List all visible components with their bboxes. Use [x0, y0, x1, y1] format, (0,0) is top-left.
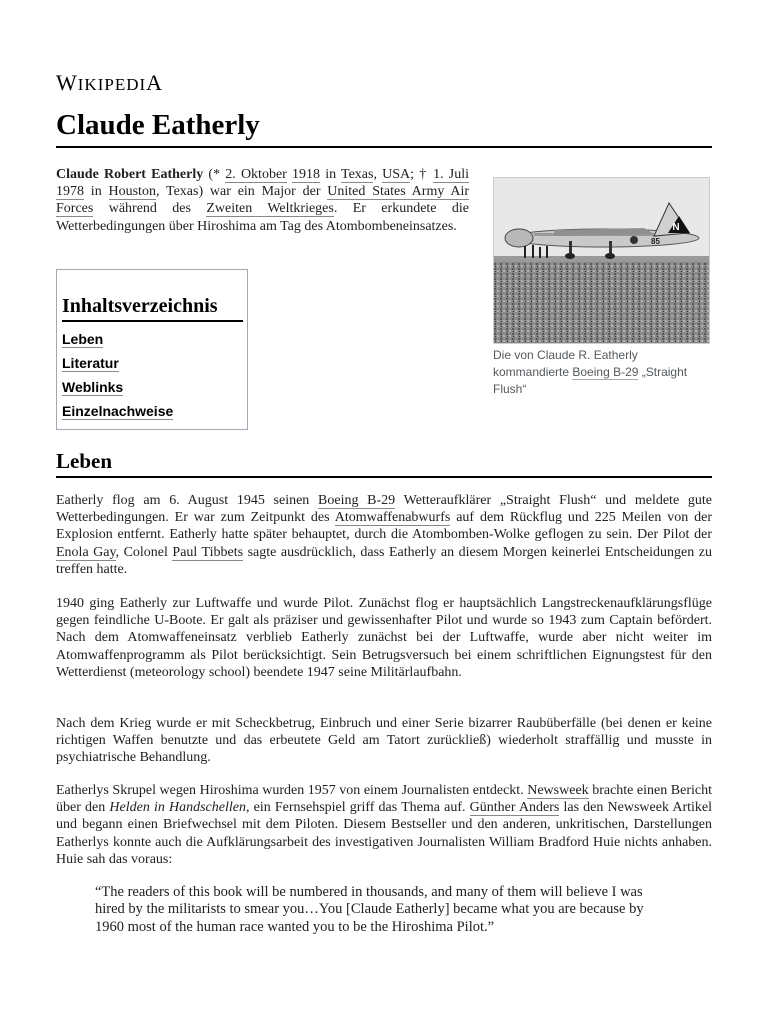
- link-texas[interactable]: Texas: [341, 167, 374, 182]
- toc-item-einzelnachweise[interactable]: Einzelnachweise: [62, 403, 174, 419]
- wordmark-final: A: [146, 70, 164, 95]
- wordmark-initial: W: [56, 70, 78, 95]
- link-houston[interactable]: Houston: [108, 184, 156, 200]
- paragraph-3: Nach dem Krieg wurde er mit Scheckbetrug, Einbruch und einer Serie bizarrer Raubüberfälle (bei denen er keine richtigen Waffen benutzte und das erbeutete Geld am Tatort zurückließ) wiederholt straffällig und musste in psychiatrische Behandlung.: [56, 716, 712, 766]
- link-atomwaffenabwurf[interactable]: Atomwaffenabwurfs: [334, 510, 451, 526]
- link-death-year[interactable]: 1978: [56, 184, 84, 200]
- italic-title: Helden in Handschellen: [109, 800, 246, 816]
- link-usaaf[interactable]: United States Army Air Forces: [56, 184, 470, 217]
- lead-paragraph: Claude Robert Eatherly (* 2. Oktober 1918 in Texas, USA; † 1. Juli 1978 in Houston, Texas) war ein Major der United States Army Air Forces während des Zweiten Weltkrieges. Er erkundete die Wetterbedingungen über Hiroshima am Tag des Atombombeneinsatzes.: [56, 167, 470, 234]
- toc-item-leben[interactable]: Leben: [62, 331, 104, 347]
- table-of-contents: [56, 269, 248, 430]
- wikipedia-wordmark[interactable]: [56, 70, 163, 96]
- b29-photo[interactable]: [493, 177, 710, 344]
- section-heading-leben: Leben: [56, 448, 712, 478]
- link-ww2[interactable]: Zweiten Weltkrieges: [206, 201, 334, 217]
- tail-number: 85: [651, 237, 660, 246]
- wordmark-smallcaps: IKIPEDI: [77, 75, 147, 94]
- b29-aircraft-image: [494, 178, 709, 343]
- link-birth-date[interactable]: 2. Oktober: [225, 167, 287, 182]
- paragraph-1: Eatherly flog am 6. August 1945 seinen Boeing B-29 Wetteraufklärer „Straight Flush“ und meldete gute Wetterbedingungen. Er war zum Zeitpunkt des Atomwaffenabwurfs auf dem Rückflug und 225 Meilen von der Explosion entfernt. Eatherly hatte später behauptet, durch die Atombomben-Wolke geflogen zu sein. Der Pilot der Enola Gay, Colonel Paul Tibbets sagte ausdrücklich, dass Eatherly an diesem Morgen keinerlei Entscheidungen zu treffen hatte.: [56, 493, 712, 577]
- link-death-date[interactable]: 1. Juli: [433, 167, 470, 182]
- link-birth-year[interactable]: 1918: [292, 167, 321, 182]
- link-newsweek[interactable]: Newsweek: [527, 783, 589, 798]
- tail-letter: N: [672, 222, 680, 233]
- toc-title: Inhaltsverzeichnis: [62, 292, 243, 322]
- paragraph-2: 1940 ging Eatherly zur Luftwaffe und wurde Pilot. Zunächst flog er hauptsächlich Langstreckenaufklärungsflüge gegen feindliche U-Boote. Er galt als präziser und gewissenhafter Pilot und wurde so 1943 zum Captain befördert. Nach dem Atomwaffeneinsatz verblieb Eatherly zunächst bei der Luftwaffe, wurde aber nicht weiter im Atomwaffenprogramm als Pilot berücksichtigt. Sein Betrugsversuch bei einem schriftlichen Eignungstest für den Wetterdienst (meteorology school) beendete 1947 seine Militärlaufbahn.: [56, 596, 712, 680]
- link-paul-tibbets[interactable]: Paul Tibbets: [172, 544, 244, 560]
- link-guenther-anders[interactable]: Günther Anders: [469, 800, 560, 816]
- toc-item-literatur[interactable]: Literatur: [62, 355, 119, 371]
- page-title: Claude Eatherly: [56, 105, 712, 148]
- toc-list: [62, 329, 173, 425]
- blockquote: “The readers of this book will be numbered in thousands, and many of them will believe I was hired by the militarists to smear you…You [Claude Eatherly] became what you are because by 1960 most of the human race wanted you to be the Hiroshima Pilot.”: [95, 884, 644, 935]
- subject-name: Claude Robert Eatherly: [56, 167, 204, 182]
- link-usa[interactable]: USA: [382, 167, 411, 182]
- infobox-figure: [493, 177, 712, 398]
- link-enola-gay[interactable]: Enola Gay: [56, 544, 116, 560]
- toc-item-weblinks[interactable]: Weblinks: [62, 379, 124, 395]
- link-boeing-b29[interactable]: Boeing B-29: [318, 493, 396, 508]
- link-caption-boeing-b29[interactable]: Boeing B-29: [572, 365, 639, 379]
- paragraph-4: Eatherlys Skrupel wegen Hiroshima wurden 1957 von einem Journalisten entdeckt. Newsweek brachte einen Bericht über den Helden in Handschellen, ein Fernsehspiel griff das Thema auf. Günther Anders las den Newsweek Artikel und begann einen Briefwechsel mit dem Piloten. Diesem Bestseller und den anderen, unkritischen, Darstellungen Eatherlys konnte auch die Aufklärungsarbeit des investigativen Journalisten William Bradford Huie nichts anhaben. Huie sah das voraus:: [56, 783, 712, 867]
- figure-caption: Die von Claude R. Eatherly kommandierte Boeing B-29 „Straight Flush“: [493, 348, 688, 396]
